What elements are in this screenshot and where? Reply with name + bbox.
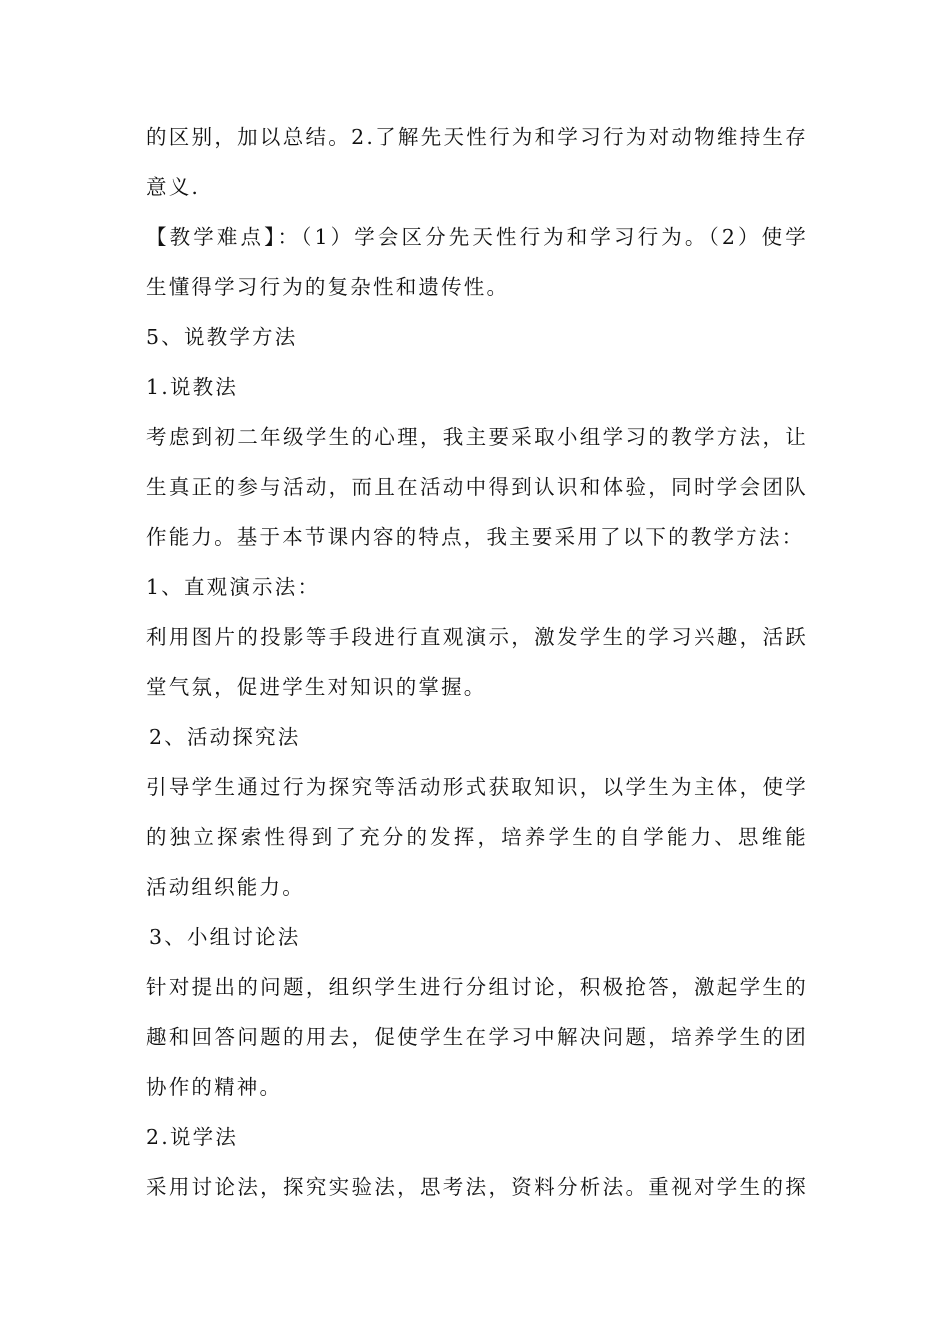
- paragraph-line: 作能力。基于本节课内容的特点，我主要采用了以下的教学方法：: [146, 525, 805, 549]
- paragraph-line: 活动组织能力。: [146, 875, 305, 899]
- paragraph-line: 趣和回答问题的用去，促使学生在学习中解决问题，培养学生的团: [146, 1025, 808, 1049]
- paragraph-line: 引导学生通过行为探究等活动形式获取知识，以学生为主体，使学: [146, 775, 808, 799]
- paragraph-line: 采用讨论法，探究实验法，思考法，资料分析法。重视对学生的探: [146, 1175, 808, 1199]
- document-body: [146, 112, 808, 1212]
- paragraph-line: 生真正的参与活动，而且在活动中得到认识和体验，同时学会团队: [146, 475, 808, 499]
- subsection-heading-learning: 2.说学法: [146, 1125, 239, 1149]
- paragraph-line: 针对提出的问题，组织学生进行分组讨论，积极抢答，激起学生的: [146, 975, 808, 999]
- method-heading-demonstration: 1、直观演示法：: [146, 575, 321, 599]
- subsection-heading-teaching: 1.说教法: [146, 375, 239, 399]
- paragraph-line: 考虑到初二年级学生的心理，我主要采取小组学习的教学方法，让: [146, 425, 808, 449]
- paragraph-line: 意义.: [146, 175, 201, 199]
- difficulty-heading-line: 【教学难点】：（1）学会区分先天性行为和学习行为。（2）使学: [146, 225, 808, 249]
- paragraph-line: 利用图片的投影等手段进行直观演示，激发学生的学习兴趣，活跃: [146, 625, 808, 649]
- method-heading-group-discussion: 3、小组讨论法: [149, 925, 301, 949]
- paragraph-line: 生懂得学习行为的复杂性和遗传性。: [146, 275, 510, 299]
- section-heading-teaching-methods: 5、说教学方法: [146, 325, 298, 349]
- paragraph-line: 的独立探索性得到了充分的发挥，培养学生的自学能力、思维能: [146, 825, 808, 849]
- paragraph-line: 协作的精神。: [146, 1075, 283, 1099]
- method-heading-inquiry: 2、活动探究法: [149, 725, 301, 749]
- paragraph-line: 堂气氛，促进学生对知识的掌握。: [146, 675, 487, 699]
- paragraph-line: 的区别，加以总结。2.了解先天性行为和学习行为对动物维持生存: [146, 125, 808, 149]
